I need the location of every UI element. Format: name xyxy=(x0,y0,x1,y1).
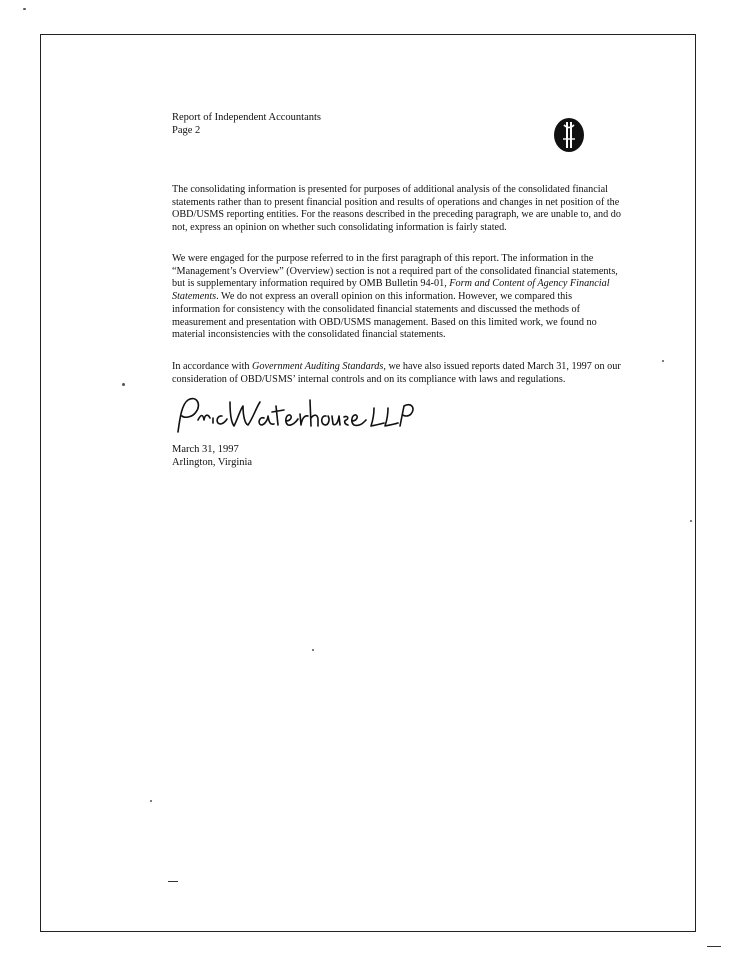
report-location: Arlington, Virginia xyxy=(172,457,253,468)
signature-image xyxy=(168,392,418,444)
scan-mark xyxy=(707,946,721,947)
scan-speck xyxy=(150,800,152,802)
signature-block xyxy=(172,443,252,469)
paragraph-gas-reports xyxy=(172,361,622,386)
report-title: Report of Independent Accountants xyxy=(172,112,321,123)
paragraph-supplementary-info xyxy=(172,253,622,342)
scan-speck xyxy=(122,383,125,386)
paragraph-consolidating-info: The consolidating information is presented for purposes of additional analysis of the consolidated financial statements rather than to present financial position and results of operations and changes in net position of the OBD/USMS reporting entities. For the reasons described in the preceding paragraph, we are unable to, and do not, express an opinion on whether such consolidating information is fairly stated. xyxy=(172,184,621,234)
paragraph-text: We were engaged for the purpose referred to in the first paragraph of this report. The information in the “Management’s Overview” (Overview) section is not a required part of the consolidated financial statements, but is supplementary information required by OMB Bulletin 94-01, xyxy=(172,253,618,290)
scan-speck xyxy=(690,520,692,522)
paragraph-text: . We do not express an overall opinion on this information. However, we compared this information for consistency with the consolidated financial statements and discussed the methods of measurement and presentation with OBD/USMS management. Based on this limited work, we found no material inconsistencies with the consolidated financial statements. xyxy=(172,291,597,341)
scan-speck xyxy=(662,360,664,362)
scan-speck xyxy=(312,649,314,651)
scan-speck xyxy=(23,8,26,10)
standards-title: Government Auditing Standards xyxy=(252,361,384,372)
firm-emblem-icon xyxy=(553,117,585,153)
report-date: March 31, 1997 xyxy=(172,444,239,455)
page-border xyxy=(40,34,696,932)
paragraph-text: In accordance with xyxy=(172,361,253,372)
scan-mark xyxy=(168,881,178,882)
report-header xyxy=(172,111,321,137)
publication-title: Form and Content of Agency Financial Statements xyxy=(172,278,610,303)
paragraph-text: , we have also issued reports dated March 31, 1997 on our consideration of OBD/USMS’ internal controls and on its compliance with laws and regulations. xyxy=(172,361,621,385)
page-number: Page 2 xyxy=(172,125,201,136)
